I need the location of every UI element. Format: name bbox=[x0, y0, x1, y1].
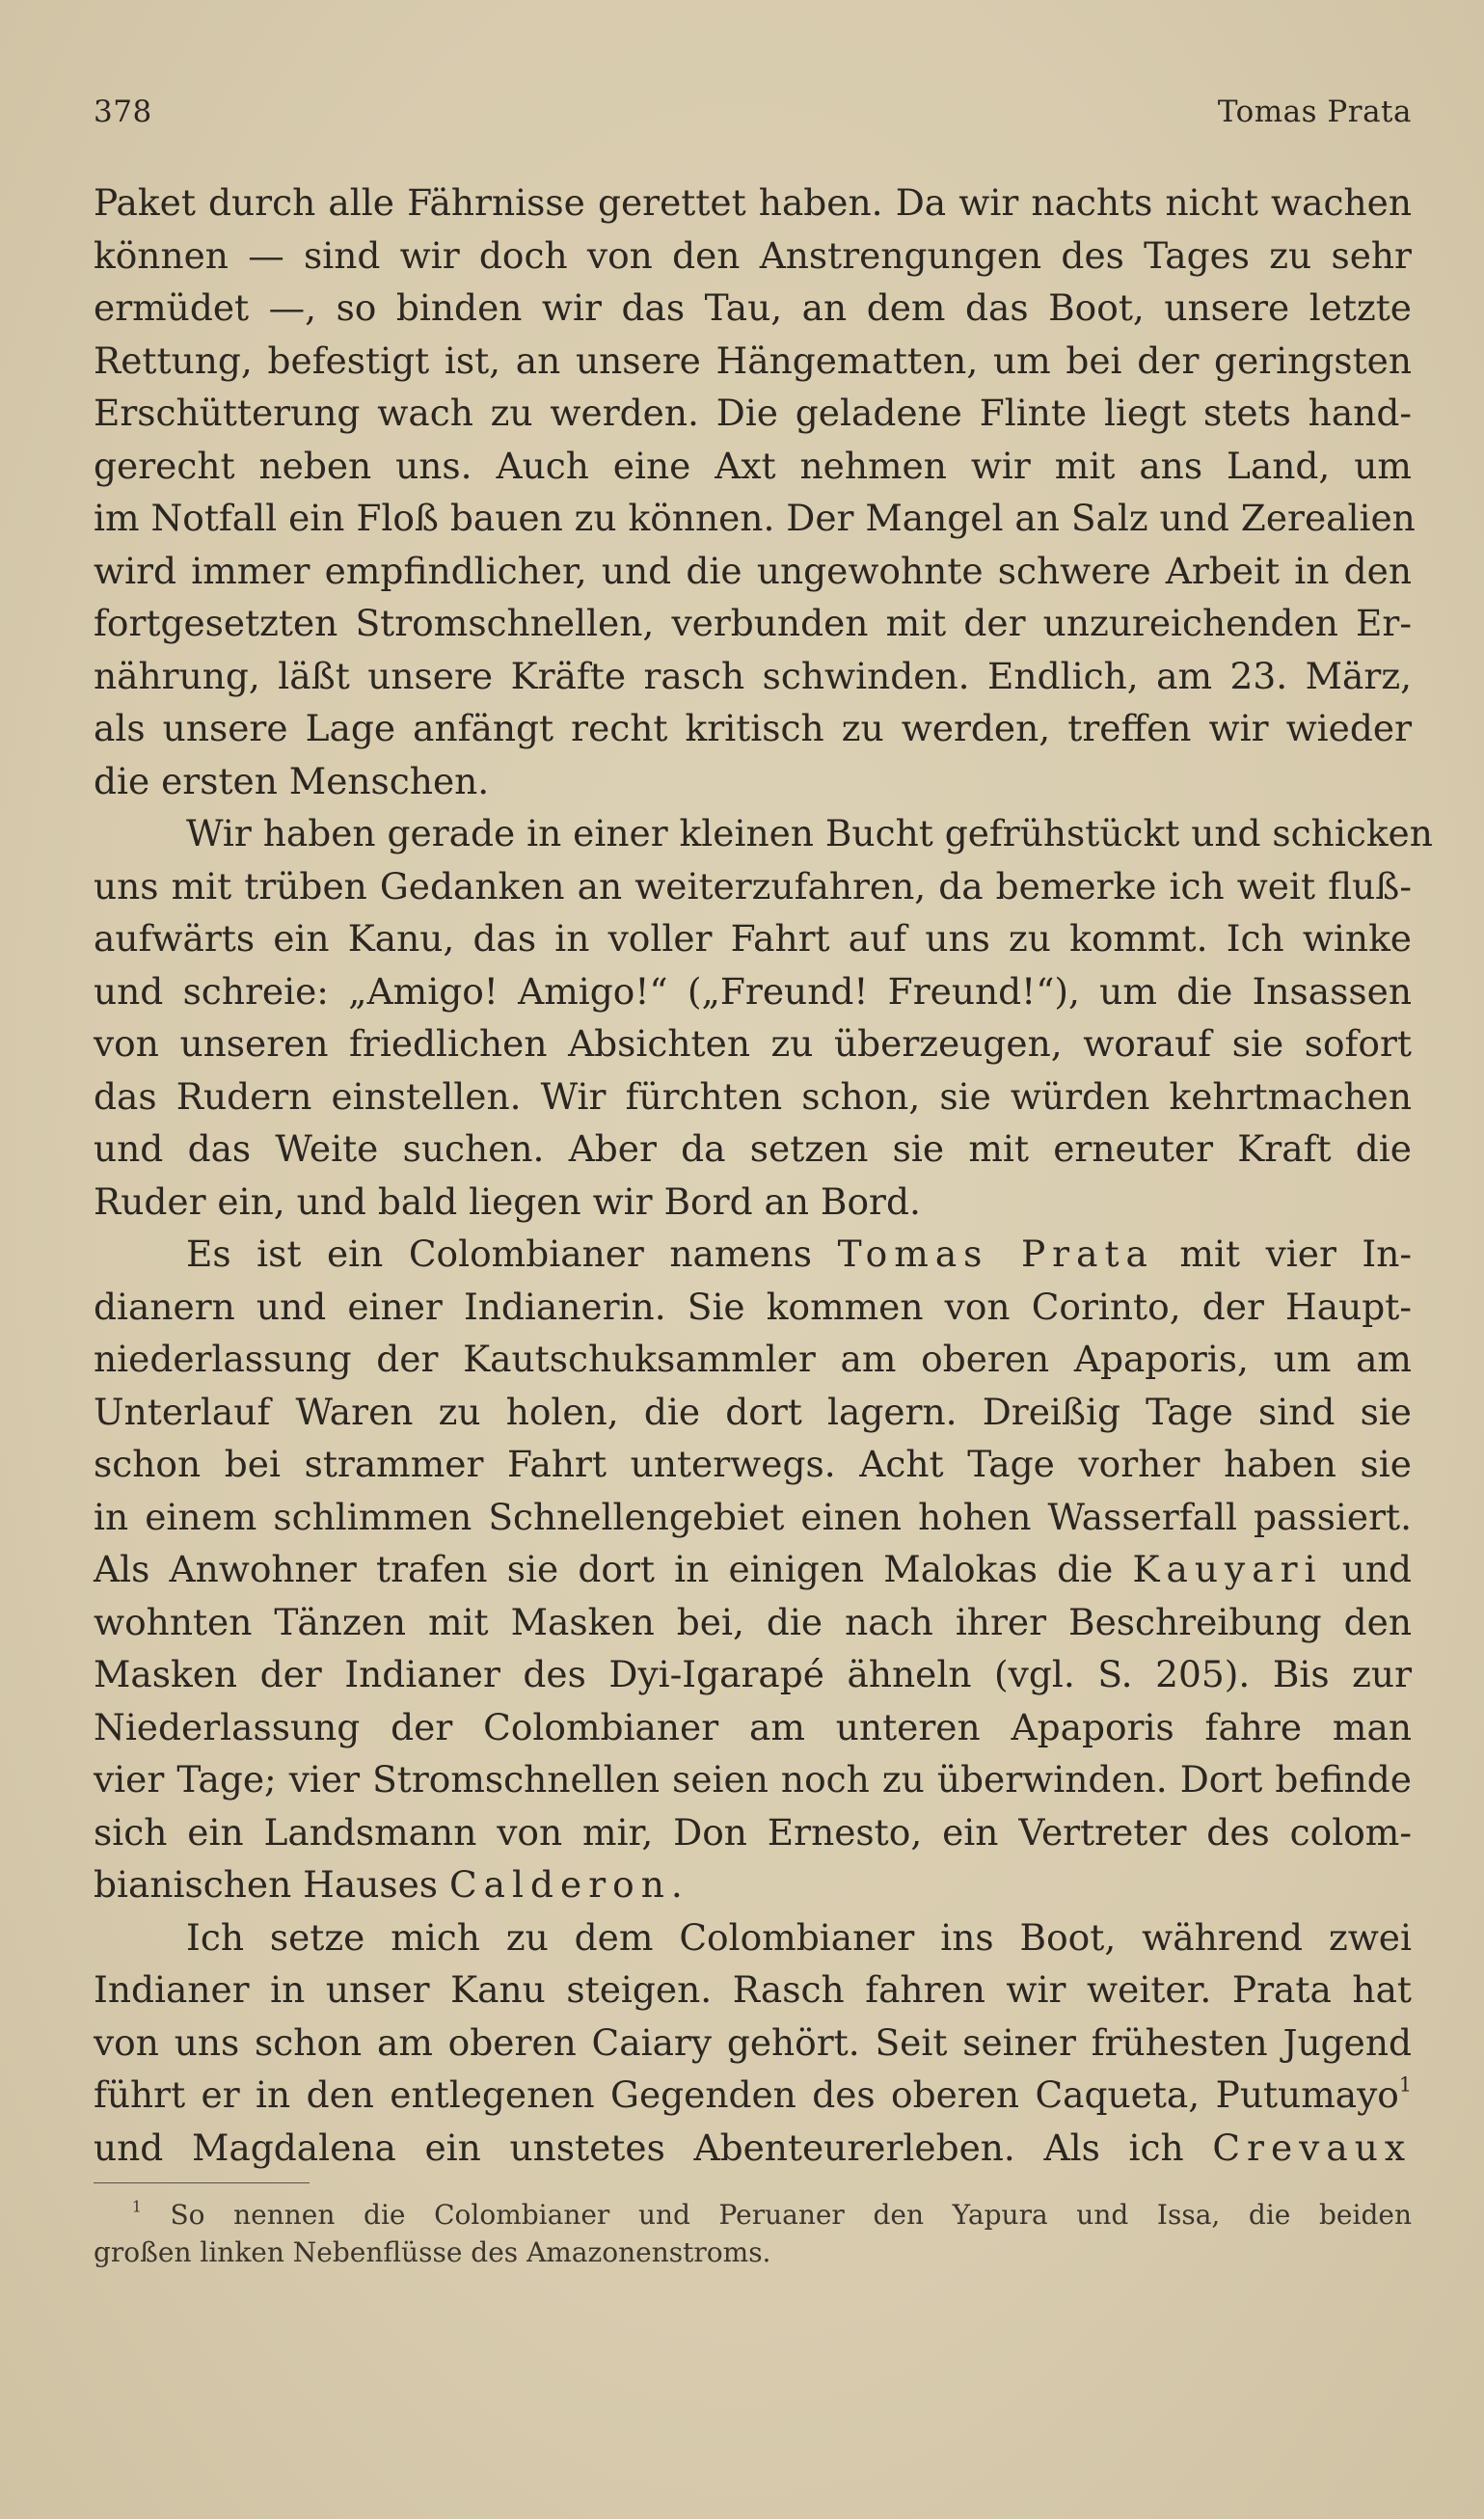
text-line: von unseren friedlichen Absichten zu überzeugen, worauf sie sofort bbox=[94, 1022, 1412, 1065]
footnotes bbox=[94, 2196, 1412, 2271]
text-line: wohnten Tänzen mit Masken bei, die nach ihrer Beschreibung den bbox=[94, 1600, 1412, 1643]
person-name: Crevaux bbox=[1212, 2126, 1413, 2169]
text-segment: Es ist ein Colombianer namens bbox=[186, 1232, 813, 1275]
text-line: in einem schlimmen Schnellengebiet einen hohen Wasserfall passiert. bbox=[94, 1495, 1412, 1538]
text-line bbox=[94, 1858, 1412, 1911]
text-line: Unterlauf Waren zu holen, die dort lagern. Dreißig Tage sind sie bbox=[94, 1390, 1412, 1433]
text-segment: und Magdalena ein unstetes Abenteurerleben. Als ich bbox=[94, 2126, 1184, 2169]
text-line: Niederlassung der Colombianer am unteren Apaporis fahre man bbox=[94, 1705, 1412, 1748]
text-line bbox=[94, 1228, 1412, 1281]
text-segment: und bbox=[1341, 1548, 1413, 1590]
text-segment: führt er in den entlegenen Gegenden des oberen Caqueta, Putumayo bbox=[94, 2073, 1399, 2116]
text-segment: . bbox=[670, 1863, 683, 1906]
text-line: Indianer in unser Kanu steigen. Rasch fahren wir weiter. Prata hat bbox=[94, 1968, 1412, 2011]
text-line: Paket durch alle Fährnisse gerettet haben. Da wir nachts nicht wachen bbox=[94, 181, 1412, 224]
company-name: Calderon bbox=[448, 1863, 671, 1906]
text-line: ermüdet —, so binden wir das Tau, an dem das Boot, unsere letzte bbox=[94, 286, 1412, 329]
text-line: Wir haben gerade in einer kleinen Bucht gefrühstückt und schicken bbox=[186, 812, 1433, 854]
text-line: Masken der Indianer des Dyi-Igarapé ähneln (vgl. S. 205). Bis zur bbox=[94, 1653, 1412, 1695]
text-line: Ich setze mich zu dem Colombianer ins Boot, während zwei bbox=[186, 1915, 1412, 1959]
text-line: uns mit trüben Gedanken an weiterzufahren, da bemerke ich weit fluß- bbox=[94, 864, 1412, 907]
text-line: dianern und einer Indianerin. Sie kommen von Corinto, der Haupt- bbox=[94, 1285, 1412, 1328]
text-line: niederlassung der Kautschuksammler am oberen Apaporis, um am bbox=[94, 1338, 1412, 1380]
paragraph-3 bbox=[94, 1228, 1412, 1911]
person-name: Tomas Prata bbox=[837, 1232, 1154, 1275]
page-number: 378 bbox=[94, 95, 152, 129]
text-line: können — sind wir doch von den Anstrengungen des Tages zu sehr bbox=[94, 233, 1412, 277]
text-line: im Notfall ein Floß bauen zu können. Der Mangel an Salz und Zerealien bbox=[94, 497, 1416, 539]
paragraph-2 bbox=[94, 807, 1433, 1228]
text-line: fortgesetzten Stromschnellen, verbunden mit der unzureichenden Er- bbox=[94, 602, 1412, 644]
paragraph-1 bbox=[94, 176, 1416, 807]
text-line: vier Tage; vier Stromschnellen seien noch zu überwinden. Dort befinde bbox=[94, 1758, 1412, 1801]
text-line bbox=[94, 2069, 1412, 2122]
text-line: als unsere Lage anfängt recht kritisch zu werden, treffen wir wieder bbox=[94, 707, 1412, 749]
text-line: und das Weite suchen. Aber da setzen sie mit erneuter Kraft die bbox=[94, 1127, 1412, 1170]
text-line: Ruder ein, und bald liegen wir Bord an Bord. bbox=[94, 1179, 921, 1223]
text-line: aufwärts ein Kanu, das in voller Fahrt auf uns zu kommt. Ich winke bbox=[94, 917, 1412, 960]
text-line: schon bei strammer Fahrt unterwegs. Acht Tage vorher haben sie bbox=[94, 1443, 1412, 1485]
text-line: Rettung, befestigt ist, an unsere Hängematten, um bei der geringsten bbox=[94, 339, 1412, 382]
running-head: Tomas Prata bbox=[1217, 95, 1412, 129]
text-line: gerecht neben uns. Auch eine Axt nehmen wir mit ans Land, um bbox=[94, 444, 1412, 487]
text-line: und schreie: „Amigo! Amigo!“ („Freund! Freund!“), um die Insassen bbox=[94, 969, 1412, 1013]
body-text bbox=[94, 176, 1433, 2174]
page-header bbox=[94, 95, 1412, 133]
text-line: das Rudern einstellen. Wir fürchten schon, sie würden kehrtmachen bbox=[94, 1074, 1412, 1118]
text-line: wird immer empfindlicher, und die ungewohnte schwere Arbeit in den bbox=[94, 549, 1412, 592]
text-line: sich ein Landsmann von mir, Don Ernesto, ein Vertreter des colom- bbox=[94, 1810, 1412, 1854]
text-segment: mit vier In- bbox=[1179, 1232, 1413, 1275]
text-line: Erschütterung wach zu werden. Die geladene Flinte liegt stets hand- bbox=[94, 392, 1412, 434]
footnote-line bbox=[94, 2196, 1412, 2234]
footnote-text: So nennen die Colombianer und Peruaner den Yapura und Issa, die beiden bbox=[170, 2199, 1412, 2231]
footnote-marker: 1 bbox=[1398, 2072, 1412, 2097]
text-line: die ersten Menschen. bbox=[94, 759, 490, 802]
footnote-rule bbox=[94, 2182, 310, 2183]
footnote-line: großen linken Nebenflüsse des Amazonenstroms. bbox=[94, 2236, 771, 2268]
text-segment: Als Anwohner trafen sie dort in einigen Malokas die bbox=[94, 1548, 1114, 1590]
footnote-number: 1 bbox=[132, 2198, 142, 2216]
text-line: nährung, läßt unsere Kräfte rasch schwinden. Endlich, am 23. März, bbox=[94, 654, 1412, 697]
tribe-name: Kauyari bbox=[1132, 1548, 1323, 1590]
paragraph-4 bbox=[94, 1911, 1412, 2175]
text-line: von uns schon am oberen Caiary gehört. Seit seiner frühesten Jugend bbox=[94, 2020, 1412, 2064]
text-segment: bianischen Hauses bbox=[94, 1863, 439, 1906]
text-line bbox=[94, 1543, 1412, 1596]
text-line bbox=[94, 2122, 1412, 2175]
